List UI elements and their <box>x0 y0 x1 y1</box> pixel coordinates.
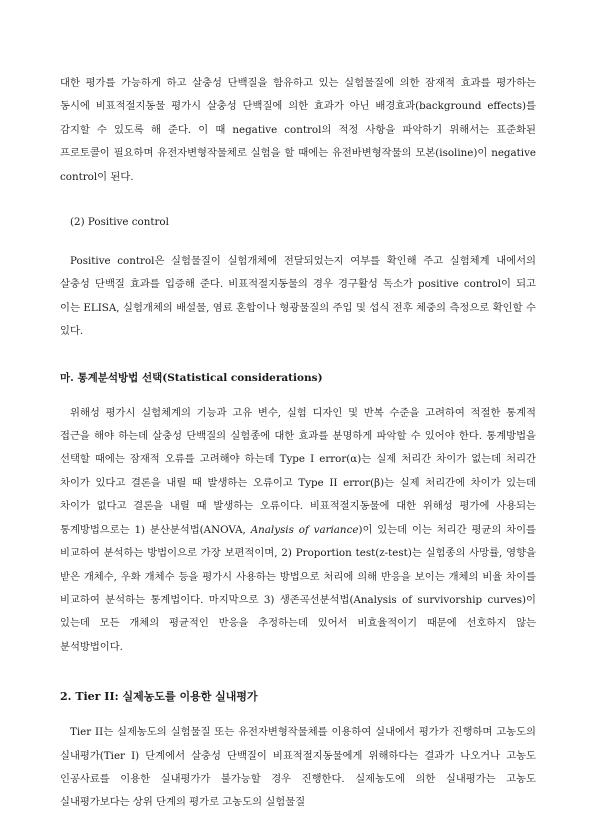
statistics-text-part-1: 위해성 평가시 실험체계의 기능과 고유 변수, 실험 디자인 및 반복 수준을 고려하여 적절한 통계적 접근을 해야 하는데 살충성 단백질의 실험종에 대한 효과를 분명하게 파악할 수 있어야 한다. 통계방법을 선택할 때에는 잠재적 오류를 고려해야 하는데 Type I error(α)는 실제 처리간 차이가 없는데 처리간 차이가 있다고 결론을 내릴 때 발생하는 오류이고 Type II error(β)는 실제 처리간에 차이가 있는데 차이가 없다고 결론을 내릴 때 발생하는 오류이다. 비표적절지동물에 대한 위해성 평가에 사용되는 통계방법으로는 1) 분산분석법(ANOVA, <box>60 406 536 536</box>
section-heading-statistics: 마. 통계분석방법 선택(Statistical considerations) <box>60 371 323 384</box>
statistics-text-part-2: )이 있는데 이는 처리간 평균의 차이를 비교하여 분석하는 방법이으로 가장 보편적이며, 2) Proportion test(z-test)는 실험종의 사망률, 영향을 받은 개체수, 우화 개체수 등을 평가시 사용하는 방법으로 처리에 의해 반응을 보이는 개체의 비율 차이를 비교하여 분석하는 통계법이다. 마지막으로 3) 생존곡선분석법(Analysis of survivorship curves)이 있는데 모든 개체의 평균적인 반응을 추정하는데 있어서 비효율적이기 때문에 선호하지 않는 분석방법이다. <box>60 523 536 653</box>
section-heading-tier2: 2. Tier II: 실제농도를 이용한 실내평가 <box>60 690 258 704</box>
document-page <box>60 72 536 815</box>
paragraph-tier2: Tier II는 실제농도의 실험물질 또는 유전자변형작물체를 이용하여 실내에서 평가가 진행하며 고농도의 실내평가(Tier I) 단계에서 살충성 단백질이 비표적절지동물에게 위해하다는 결과가 나오거나 고농도 인공사료를 이용한 실내평가가 불가능할 경우 진행한다. 실제농도에 의한 실내평가는 고농도 실내평가보다는 상위 단계의 평가로 고농도의 실험물질 <box>60 726 536 809</box>
paragraph-negative-control: 대한 평가를 가능하게 하고 살충성 단백질을 함유하고 있는 실험물질에 의한 잠재적 효과를 평가하는 동시에 비표적절지동물 평가시 살충성 단백질에 의한 효과가 아닌 배경효과(background effects)를 감지할 수 있도록 해 준다. 이 때 negative control의 적정 사항을 파악하기 위해서는 표준화된 프로토콜이 필요하며 유전자변형작물체로 실험을 할 때에는 유전바변형작물의 모본(isoline)이 negative control이 된다. <box>60 77 536 183</box>
subheading-positive-control: (2) Positive control <box>70 216 169 229</box>
statistics-text-italic: Analysis of variance <box>250 523 359 536</box>
paragraph-positive-control: Positive control은 실험물질이 실험개체에 전달되었는지 여부를 확인해 주고 실험체계 내에서의 살충성 단백질 효과를 입증해 준다. 비표적절지동물의 경우 경구활성 독소가 positive control이 되고 이는 ELISA, 실험개체의 배설물, 염료 혼합이나 형광물질의 주입 및 섭식 전후 체중의 측정으로 확인할 수 있다. <box>60 255 536 338</box>
paragraph-statistics <box>60 402 536 659</box>
